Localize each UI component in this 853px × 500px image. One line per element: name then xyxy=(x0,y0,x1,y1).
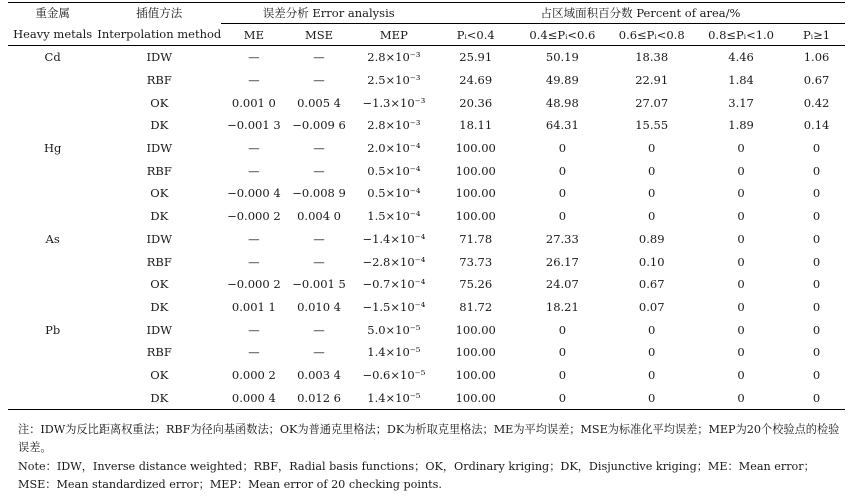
cell-p5: 0.14 xyxy=(803,118,830,133)
cell-metal xyxy=(8,250,97,273)
cell-p5: 0.42 xyxy=(803,95,830,110)
cell-p2: 48.98 xyxy=(545,95,579,110)
table-row xyxy=(8,250,845,273)
cell-p2: 50.19 xyxy=(545,50,579,65)
cell-mse: 0.005 4 xyxy=(297,95,341,110)
cell-mse: 0.004 0 xyxy=(297,209,341,224)
cell-method: DK xyxy=(150,118,169,133)
cell-p3: 22.91 xyxy=(635,73,669,88)
cell-p3: 0.10 xyxy=(638,254,665,269)
cell-mep: 0.5×10⁻⁴ xyxy=(367,163,421,178)
cell-p2: 0 xyxy=(558,322,567,337)
cell-metal xyxy=(8,341,97,364)
cell-p4: 0 xyxy=(737,141,745,156)
cell-p5: 0 xyxy=(812,299,821,314)
header-area-group: 占区域面积百分数 Percent of area/% xyxy=(436,3,845,24)
cell-method: DK xyxy=(150,209,169,224)
cell-me: −0.000 2 xyxy=(227,277,281,292)
cell-p2: 27.33 xyxy=(545,231,579,246)
cell-p5: 1.06 xyxy=(803,50,830,65)
cell-p2: 0 xyxy=(515,386,609,409)
cell-p3: 27.07 xyxy=(635,95,669,110)
header-method-en: Interpolation method xyxy=(97,24,221,46)
cell-p5: 0 xyxy=(788,386,845,409)
cell-me: −0.001 3 xyxy=(227,118,281,133)
header-p4: 0.8≤Pᵢ<1.0 xyxy=(694,24,788,46)
cell-metal xyxy=(8,273,97,296)
cell-p4: 0 xyxy=(737,209,745,224)
cell-method: OK xyxy=(150,186,169,201)
cell-p2: 0 xyxy=(558,186,567,201)
cell-me: 0.000 4 xyxy=(221,386,286,409)
cell-p3: 0 xyxy=(648,186,656,201)
cell-p1: 100.00 xyxy=(455,163,496,178)
table-row xyxy=(8,364,845,387)
cell-mep: −0.7×10⁻⁴ xyxy=(362,277,426,292)
cell-method: IDW xyxy=(146,50,173,65)
cell-mep: 5.0×10⁻⁵ xyxy=(367,322,421,337)
cell-p3: 0 xyxy=(609,386,694,409)
cell-p2: 64.31 xyxy=(545,118,579,133)
cell-mse: — xyxy=(313,322,325,337)
cell-mep: −1.3×10⁻³ xyxy=(362,95,426,110)
cell-mse: −0.008 9 xyxy=(292,186,346,201)
cell-me: 0.000 2 xyxy=(231,367,276,382)
cell-method: OK xyxy=(150,95,169,110)
cell-p1: 100.00 xyxy=(455,367,496,382)
cell-p1: 24.69 xyxy=(459,73,493,88)
cell-p3: 0 xyxy=(648,141,656,156)
error-analysis-table xyxy=(8,2,845,410)
header-p5: Pᵢ≥1 xyxy=(788,24,845,46)
cell-p1: 73.73 xyxy=(459,254,493,269)
cell-p4: 0 xyxy=(737,367,745,382)
table-row xyxy=(8,205,845,228)
cell-me: 0.001 1 xyxy=(231,299,276,314)
table-row xyxy=(8,386,845,409)
cell-me: — xyxy=(248,322,260,337)
cell-metal xyxy=(8,182,97,205)
table-row xyxy=(8,137,845,160)
cell-mep: −0.6×10⁻⁵ xyxy=(362,367,426,382)
cell-p1: 81.72 xyxy=(459,299,493,314)
cell-p3: 18.38 xyxy=(635,50,669,65)
header-metal-cn: 重金属 xyxy=(8,3,97,24)
cell-p5: 0 xyxy=(812,254,821,269)
cell-p5: 0.67 xyxy=(803,73,830,88)
cell-p1: 20.36 xyxy=(459,95,493,110)
cell-p4: 4.46 xyxy=(728,50,754,65)
cell-method: RBF xyxy=(146,73,172,88)
cell-metal xyxy=(8,159,97,182)
cell-p4: 3.17 xyxy=(728,95,754,110)
cell-mse: 0.010 4 xyxy=(297,299,341,314)
cell-me: −0.000 2 xyxy=(227,209,281,224)
cell-p3: 0 xyxy=(648,345,656,360)
table-row xyxy=(8,182,845,205)
table-row xyxy=(8,273,845,296)
table-row xyxy=(8,91,845,114)
cell-p2: 0 xyxy=(558,367,567,382)
header-method-cn: 插值方法 xyxy=(97,3,221,24)
cell-p1: 100.00 xyxy=(455,322,496,337)
cell-metal: Pb xyxy=(45,322,61,337)
cell-mep: 1.5×10⁻⁴ xyxy=(367,209,421,224)
table-row xyxy=(8,69,845,92)
cell-p5: 0 xyxy=(812,322,821,337)
cell-metal: Cd xyxy=(44,50,61,65)
cell-p2: 0 xyxy=(558,163,567,178)
cell-mse: — xyxy=(313,231,325,246)
cell-p4: 0 xyxy=(737,345,745,360)
cell-metal xyxy=(8,386,97,409)
cell-me: — xyxy=(248,141,260,156)
header-row-2 xyxy=(8,24,845,46)
cell-mse: −0.001 5 xyxy=(292,277,346,292)
cell-mse: −0.009 6 xyxy=(292,118,346,133)
cell-me: — xyxy=(248,345,260,360)
cell-p3: 0.67 xyxy=(638,277,665,292)
header-row-1 xyxy=(8,3,845,24)
cell-p5: 0 xyxy=(812,277,821,292)
cell-p5: 0 xyxy=(812,209,821,224)
cell-p2: 26.17 xyxy=(545,254,579,269)
cell-method: OK xyxy=(150,367,169,382)
cell-p4: 0 xyxy=(737,186,745,201)
cell-me: −0.000 4 xyxy=(227,186,281,201)
cell-p1: 100.00 xyxy=(436,386,515,409)
cell-method: DK xyxy=(97,386,221,409)
cell-mep: −2.8×10⁻⁴ xyxy=(362,254,426,269)
cell-p5: 0 xyxy=(812,345,821,360)
table-row xyxy=(8,341,845,364)
cell-metal xyxy=(8,91,97,114)
cell-mep: 0.5×10⁻⁴ xyxy=(367,186,421,201)
cell-mep: 1.4×10⁻⁵ xyxy=(352,386,436,409)
cell-me: 0.001 0 xyxy=(231,95,276,110)
cell-metal: Hg xyxy=(43,141,62,156)
table-row xyxy=(8,296,845,319)
cell-mse: — xyxy=(313,254,325,269)
cell-method: IDW xyxy=(146,322,173,337)
header-metal-en: Heavy metals xyxy=(8,24,97,46)
cell-p4: 1.84 xyxy=(728,73,754,88)
cell-p2: 24.07 xyxy=(545,277,579,292)
cell-metal xyxy=(8,364,97,387)
cell-me: — xyxy=(248,254,260,269)
cell-metal xyxy=(8,69,97,92)
cell-method: IDW xyxy=(146,141,173,156)
cell-p2: 18.21 xyxy=(545,299,579,314)
cell-p4: 0 xyxy=(737,254,745,269)
header-error-group: 误差分析 Error analysis xyxy=(221,3,436,24)
cell-p2: 0 xyxy=(558,141,567,156)
cell-mep: 2.0×10⁻⁴ xyxy=(367,141,421,156)
cell-p5: 0 xyxy=(812,141,821,156)
cell-me: — xyxy=(248,73,260,88)
cell-p5: 0 xyxy=(812,163,821,178)
cell-p4: 0 xyxy=(694,386,788,409)
cell-mse: — xyxy=(313,345,325,360)
cell-p3: 0 xyxy=(648,367,656,382)
table-row xyxy=(8,46,845,69)
cell-p4: 0 xyxy=(737,322,745,337)
cell-mse: — xyxy=(313,141,325,156)
cell-p1: 18.11 xyxy=(459,118,493,133)
cell-mep: −1.5×10⁻⁴ xyxy=(362,299,426,314)
cell-p1: 71.78 xyxy=(459,231,493,246)
cell-p1: 100.00 xyxy=(455,141,496,156)
cell-p4: 0 xyxy=(737,163,745,178)
cell-mse: — xyxy=(313,50,325,65)
cell-method: RBF xyxy=(146,254,172,269)
cell-p4: 0 xyxy=(737,299,745,314)
cell-p2: 0 xyxy=(558,209,567,224)
header-me: ME xyxy=(221,24,286,46)
cell-p1: 100.00 xyxy=(455,345,496,360)
cell-mep: 2.8×10⁻³ xyxy=(367,50,421,65)
cell-p5: 0 xyxy=(812,186,821,201)
cell-metal xyxy=(8,296,97,319)
header-mse: MSE xyxy=(286,24,351,46)
cell-metal: As xyxy=(45,231,60,246)
table-row xyxy=(8,114,845,137)
header-mep: MEP xyxy=(352,24,436,46)
cell-metal xyxy=(8,205,97,228)
cell-mep: −1.4×10⁻⁴ xyxy=(362,231,426,246)
cell-p3: 0 xyxy=(648,163,656,178)
cell-metal xyxy=(8,114,97,137)
cell-p3: 0 xyxy=(648,322,656,337)
cell-mep: 2.8×10⁻³ xyxy=(367,118,421,133)
cell-p1: 25.91 xyxy=(459,50,493,65)
cell-method: IDW xyxy=(146,231,173,246)
cell-p4: 1.89 xyxy=(728,118,754,133)
table-row xyxy=(8,228,845,251)
table-row xyxy=(8,159,845,182)
cell-p3: 15.55 xyxy=(635,118,669,133)
cell-p3: 0.89 xyxy=(638,231,665,246)
cell-p4: 0 xyxy=(737,231,745,246)
cell-p2: 0 xyxy=(558,345,567,360)
cell-p5: 0 xyxy=(812,231,821,246)
table-body xyxy=(8,46,845,410)
cell-p5: 0 xyxy=(812,367,821,382)
cell-mse: 0.003 4 xyxy=(297,367,341,382)
cell-method: RBF xyxy=(146,345,172,360)
header-p1: Pᵢ<0.4 xyxy=(436,24,515,46)
header-p2: 0.4≤Pᵢ<0.6 xyxy=(515,24,609,46)
cell-p4: 0 xyxy=(737,277,745,292)
cell-me: — xyxy=(248,231,260,246)
cell-me: — xyxy=(248,163,260,178)
note-english: Note：IDW，Inverse distance weighted；RBF，Radial basis functions；OK，Ordinary kriging；DK，Disjunctive kriging；ME：Mean error；MSE：Mean standardized error；MEP：Mean error of 20 checking points. xyxy=(18,460,815,491)
cell-p3: 0 xyxy=(648,209,656,224)
cell-p1: 100.00 xyxy=(455,186,496,201)
cell-p2: 49.89 xyxy=(545,73,579,88)
cell-mse: — xyxy=(313,163,325,178)
cell-me: — xyxy=(248,50,260,65)
header-p3: 0.6≤Pᵢ<0.8 xyxy=(609,24,694,46)
cell-mse: — xyxy=(313,73,325,88)
cell-method: RBF xyxy=(146,163,172,178)
cell-method: DK xyxy=(150,299,169,314)
cell-method: OK xyxy=(150,277,169,292)
cell-p1: 75.26 xyxy=(459,277,493,292)
cell-p1: 100.00 xyxy=(455,209,496,224)
cell-mep: 2.5×10⁻³ xyxy=(367,73,421,88)
note-chinese: 注：IDW为反比距离权重法；RBF为径向基函数法；OK为普通克里格法；DK为析取克里格法；ME为平均误差；MSE为标准化平均误差；MEP为20个校验点的检验误差。 xyxy=(18,423,840,454)
cell-mse: 0.012 6 xyxy=(286,386,351,409)
cell-mep: 1.4×10⁻⁵ xyxy=(367,345,421,360)
cell-p3: 0.07 xyxy=(638,299,665,314)
table-row xyxy=(8,318,845,341)
